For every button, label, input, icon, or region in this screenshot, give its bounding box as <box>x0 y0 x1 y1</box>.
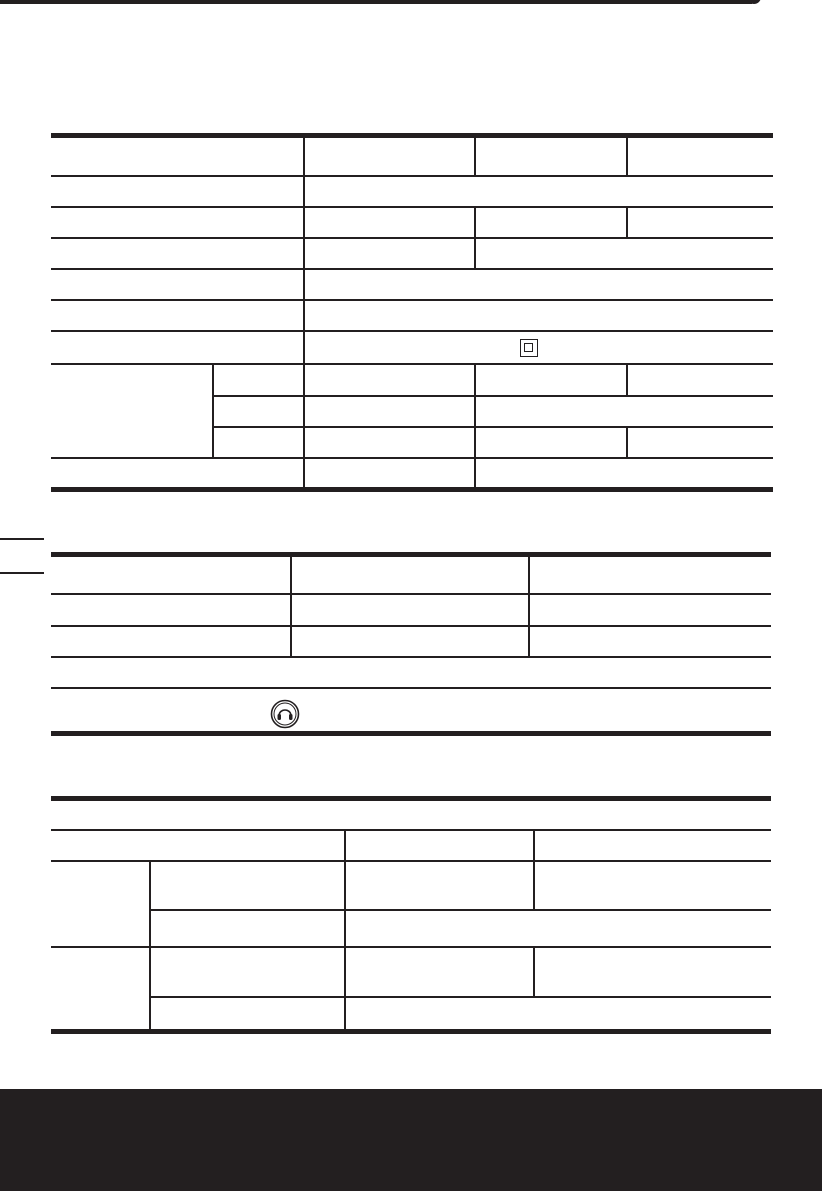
double-insulation-icon <box>520 339 538 357</box>
table1-col-rule <box>474 138 476 175</box>
table2-row-rule <box>51 656 771 658</box>
table3-col-rule <box>533 831 535 861</box>
table1-col-rule <box>626 138 628 175</box>
ear-protection-icon <box>270 699 300 729</box>
table1-row-rule <box>51 363 773 365</box>
table1-row-rule <box>51 206 773 208</box>
table3-row-rule <box>51 829 771 831</box>
table3-bottom-rule <box>51 1029 771 1034</box>
table2-top-rule <box>51 552 771 557</box>
table1-col-rule <box>212 364 214 458</box>
table3-col-rule <box>533 947 535 997</box>
table3-row-rule <box>150 996 771 998</box>
table2-row-rule <box>51 625 771 627</box>
table1-col-rule <box>626 427 628 458</box>
table3-row-rule <box>51 860 771 862</box>
table3-col-rule <box>344 831 346 861</box>
table1-col-rule <box>626 364 628 396</box>
table1-row-rule <box>213 395 773 397</box>
table3-row-rule <box>150 909 771 911</box>
table1-col-rule <box>303 138 305 488</box>
table2-row-rule <box>51 687 771 689</box>
edge-tab-rule <box>0 572 44 574</box>
page-footer-band <box>0 1089 822 1191</box>
table2-bottom-rule <box>51 731 771 736</box>
top-edge-rule <box>0 0 752 4</box>
table1-top-rule <box>51 133 773 138</box>
table3-col-rule <box>149 861 151 1030</box>
table1-row-rule <box>51 457 773 459</box>
table2-col-rule <box>290 557 292 657</box>
edge-tab-rule <box>0 538 44 540</box>
table2-col-rule <box>528 557 530 657</box>
table3-col-rule <box>344 861 346 1030</box>
table2-row-rule <box>51 593 771 595</box>
table1-col-rule <box>474 364 476 488</box>
table1-row-rule <box>51 330 773 332</box>
table1-bottom-rule <box>51 487 773 492</box>
table1-col-rule <box>474 207 476 269</box>
table3-row-rule <box>51 946 771 948</box>
table1-row-rule <box>51 237 773 239</box>
table3-col-rule <box>533 861 535 910</box>
table1-row-rule <box>51 299 773 301</box>
table1-col-rule <box>626 207 628 238</box>
table1-row-rule <box>213 426 773 428</box>
table1-row-rule <box>51 175 773 177</box>
table3-top-rule <box>51 796 771 801</box>
table1-row-rule <box>51 268 773 270</box>
